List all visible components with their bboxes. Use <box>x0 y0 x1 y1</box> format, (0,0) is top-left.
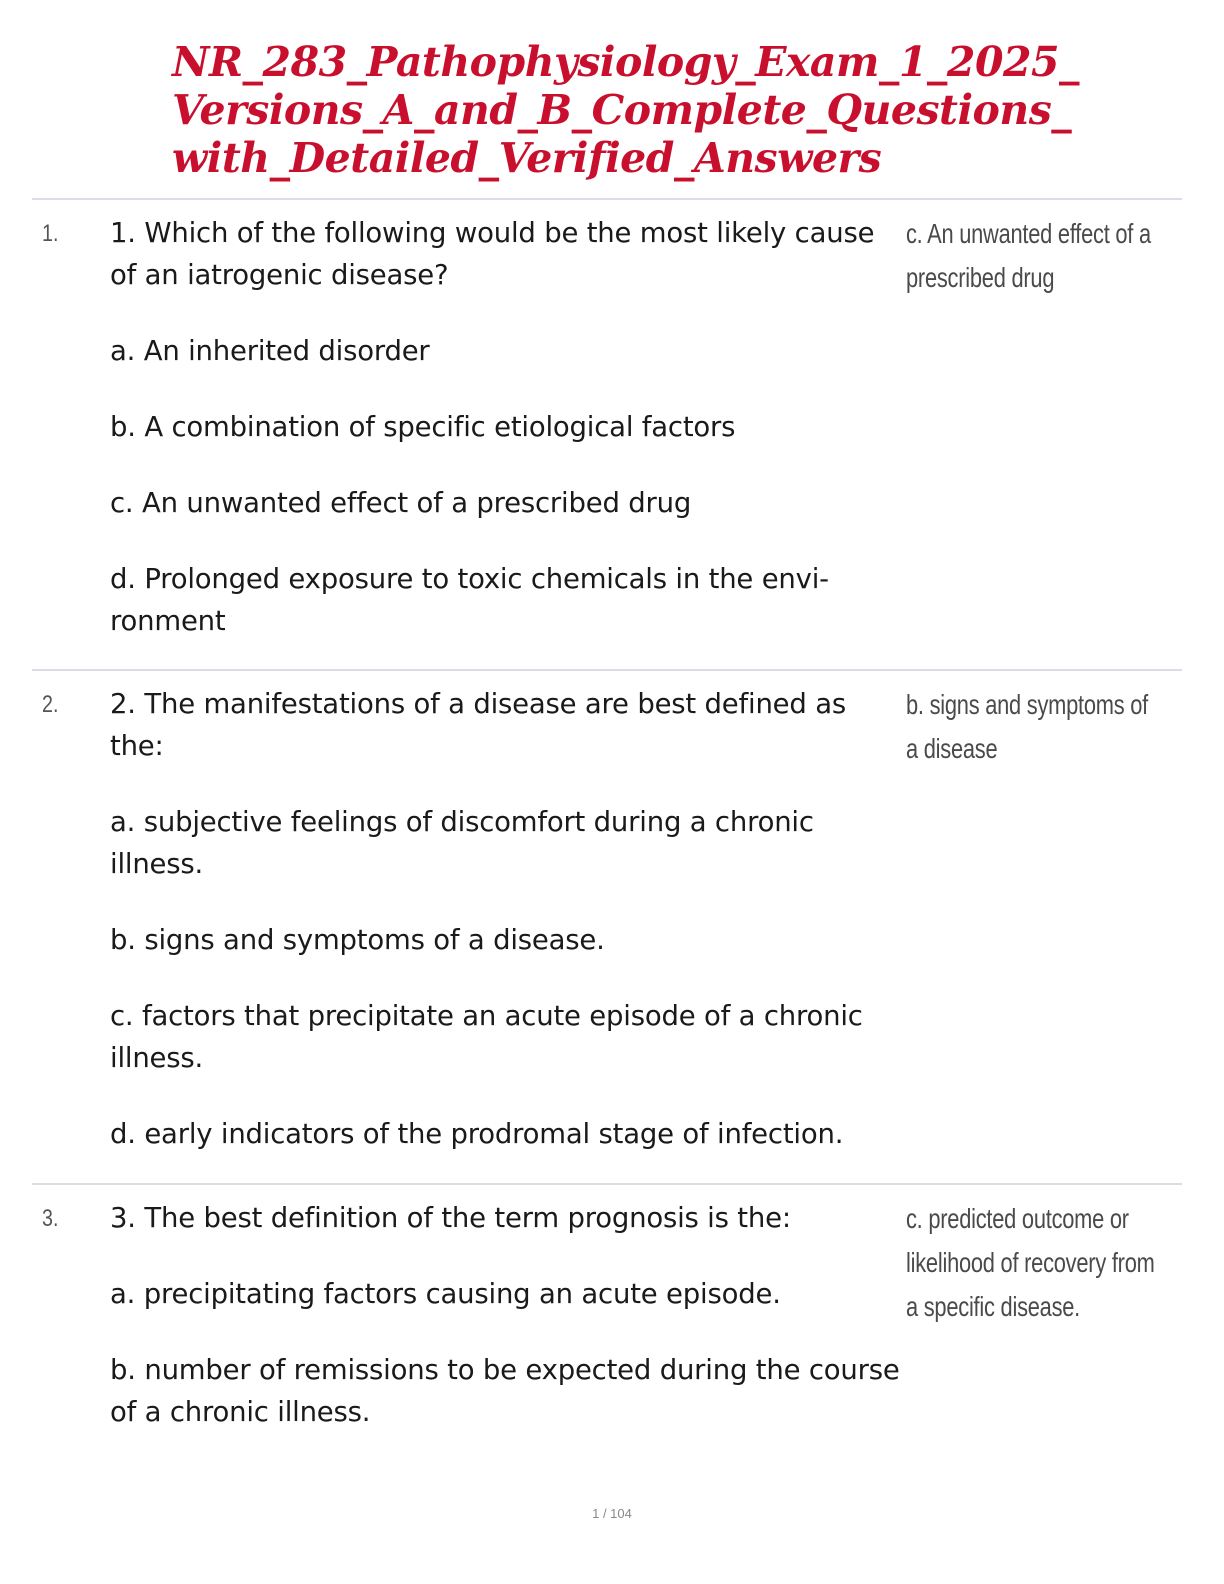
option-b: b. signs and symptoms of a disease. <box>110 924 605 956</box>
title-line-3: with_Detailed_Verified_Answers <box>172 134 882 182</box>
document-title <box>172 38 1172 182</box>
question-stem: 2. The manifestations of a disease are best defined as the: <box>110 688 846 762</box>
option-b: b. A combination of specific etiological factors <box>110 411 736 443</box>
question-number: 3. <box>42 1205 59 1232</box>
option-c: c. An unwanted effect of a prescribed drug <box>110 487 692 519</box>
question-stem: 3. The best definition of the term prognosis is the: <box>110 1202 791 1234</box>
question-body <box>110 683 905 1189</box>
answer-text: c. An unwanted effect of a prescribed drug <box>906 218 1151 293</box>
option-c: c. factors that precipitate an acute episode of a chronic illness. <box>110 1000 863 1074</box>
section-divider <box>32 669 1182 671</box>
section-divider <box>32 198 1182 200</box>
question-number: 2. <box>42 691 59 718</box>
option-a: a. precipitating factors causing an acute episode. <box>110 1278 781 1310</box>
question-body <box>110 212 905 676</box>
option-a: a. An inherited disorder <box>110 335 430 367</box>
question-number: 1. <box>42 220 59 247</box>
answer-text: c. predicted outcome or likelihood of recovery from a specific disease. <box>906 1203 1155 1322</box>
question-stem: 1. Which of the following would be the most likely cause of an iatrogenic disease? <box>110 217 875 291</box>
answer-text: b. signs and symptoms of a disease <box>906 689 1149 764</box>
option-d: d. early indicators of the prodromal stage of infection. <box>110 1118 844 1150</box>
title-line-1: NR_283_Pathophysiology_Exam_1_2025_ <box>172 38 1080 86</box>
option-b: b. number of remissions to be expected during the course of a chronic illness. <box>110 1354 900 1428</box>
title-line-2: Versions_A_and_B_Complete_Questions_ <box>172 86 1072 134</box>
question-body <box>110 1197 905 1467</box>
page-indicator: 1 / 104 <box>592 1506 632 1521</box>
section-divider <box>32 1183 1182 1185</box>
option-d: d. Prolonged exposure to toxic chemicals in the envi-ronment <box>110 563 829 637</box>
option-a: a. subjective feelings of discomfort during a chronic illness. <box>110 806 814 880</box>
